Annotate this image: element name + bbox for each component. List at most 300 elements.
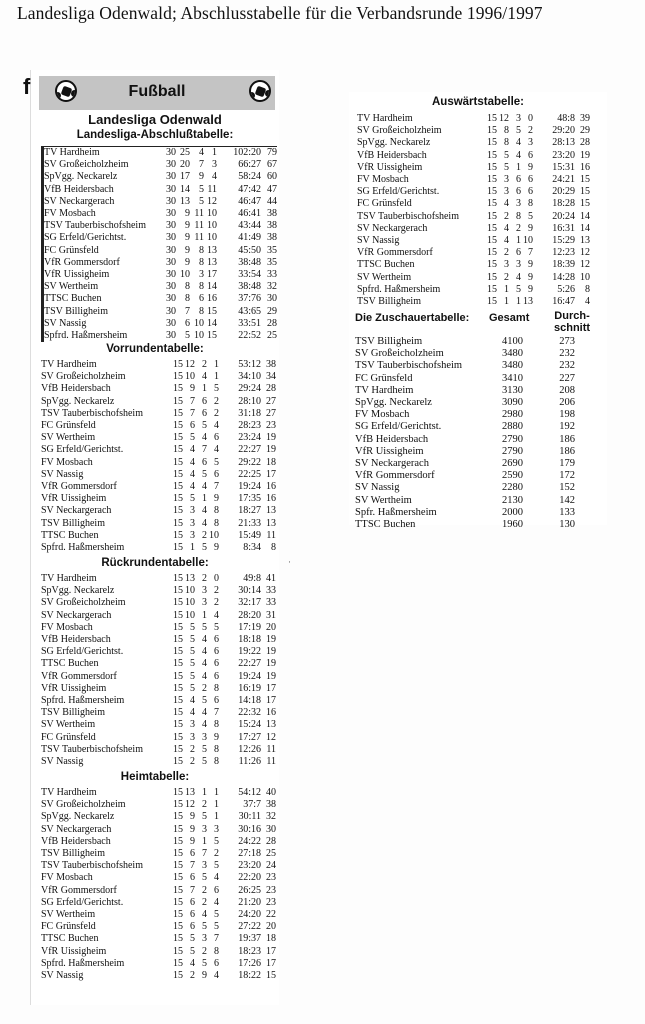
table-cell: 15 xyxy=(173,359,183,370)
team-name: SV Nassig xyxy=(41,468,84,480)
team-name: SV Großeicholzheim xyxy=(41,371,126,383)
table-cell: 24:20 xyxy=(238,909,261,921)
table-cell: 38 xyxy=(266,359,276,370)
team-name: VfB Heidersbach xyxy=(41,835,111,847)
table-row xyxy=(41,671,276,683)
table-row xyxy=(41,493,276,505)
table-cell: 9 xyxy=(528,271,533,283)
table-cell: 12 xyxy=(185,799,195,811)
gesamt-header: Gesamt xyxy=(489,312,530,324)
table-cell: 6 xyxy=(214,884,219,896)
table-row xyxy=(41,872,276,884)
table-cell: 30 xyxy=(160,147,176,160)
table-cell: 15:24 xyxy=(238,719,261,731)
team-name: TSV Tauberbischofsheim xyxy=(357,210,459,222)
table-cell: 3 xyxy=(516,113,521,124)
table-cell: 16:31 xyxy=(552,222,575,234)
team-name: TSV Tauberbischofsheim xyxy=(355,360,463,372)
table-cell: 6 xyxy=(528,186,533,198)
table-cell: 3 xyxy=(202,597,207,609)
table-cell: 18:39 xyxy=(552,259,575,271)
table-cell: 22 xyxy=(266,909,276,921)
table-cell: 9 xyxy=(202,970,207,982)
table-cell: 4 xyxy=(190,147,204,160)
table-cell: 15 xyxy=(487,259,497,271)
table-cell: 3 xyxy=(202,860,207,872)
table-cell: 31 xyxy=(266,609,276,621)
table-cell: 10 xyxy=(185,371,195,383)
table-cell: 15 xyxy=(487,125,497,137)
team-name: SV Wertheim xyxy=(41,719,96,731)
table-row xyxy=(41,371,276,383)
table-cell: 15 xyxy=(173,444,183,456)
table-cell: 15 xyxy=(173,517,183,529)
table-cell: 9 xyxy=(528,259,533,271)
table-cell: 46:47 xyxy=(238,195,261,207)
table-cell: 0 xyxy=(528,113,533,124)
table-cell: 15 xyxy=(173,957,183,969)
table-cell: 3 xyxy=(202,731,207,743)
table-cell: 15 xyxy=(487,198,497,210)
page-title: Landesliga Odenwald; Abschlusstabelle für die Verbandsrunde 1996/1997 xyxy=(17,3,543,23)
table-cell: 12:26 xyxy=(238,743,261,755)
table-cell: 9 xyxy=(190,383,195,395)
table-cell: 19:24 xyxy=(238,481,261,493)
team-name: SpVgg. Neckarelz xyxy=(41,811,115,823)
table-row xyxy=(41,469,276,481)
team-name: SV Großeicholzheim xyxy=(355,348,444,360)
table-cell: 4 xyxy=(516,149,521,161)
table-cell: 5 xyxy=(202,756,207,768)
team-name: Spfrd. Haßmersheim xyxy=(357,283,441,295)
table-cell: 44 xyxy=(267,195,277,207)
table-cell: 5 xyxy=(528,210,533,222)
table-cell: 17 xyxy=(266,468,276,480)
team-name: VfB Heidersbach xyxy=(357,149,427,161)
table-cell: 40 xyxy=(266,787,276,798)
table-cell: 2 xyxy=(202,359,207,370)
table-cell: 15 xyxy=(487,283,497,295)
table-cell: 46:41 xyxy=(238,208,261,220)
table-cell: 9 xyxy=(185,220,190,232)
table-row xyxy=(355,507,575,519)
team-name: SG Erfeld/Gerichtst. xyxy=(41,896,124,908)
table-row xyxy=(41,799,276,811)
table-cell: 8 xyxy=(504,137,509,149)
table-cell: 35 xyxy=(267,256,277,268)
table-row xyxy=(357,211,590,223)
table-cell: 41:49 xyxy=(238,232,261,244)
team-name: SV Großeicholzheim xyxy=(357,125,442,137)
table-cell: 10 xyxy=(207,220,217,232)
table-cell: 5 xyxy=(202,695,207,707)
table-cell: 142 xyxy=(559,494,575,506)
table-cell: 5 xyxy=(190,945,195,957)
table-cell: 6 xyxy=(214,695,219,707)
table-row xyxy=(355,495,575,507)
table-row xyxy=(43,257,278,269)
auswaerts-heading: Auswärtstabelle: xyxy=(431,96,525,108)
table-cell: 4 xyxy=(190,481,195,493)
table-cell: 28 xyxy=(580,137,590,149)
table-cell: 19 xyxy=(266,444,276,456)
table-row xyxy=(357,247,590,259)
team-name: VfR Uissigheim xyxy=(44,269,110,281)
team-name: TSV Tauberbischofsheim xyxy=(41,860,143,872)
table-cell: 4 xyxy=(516,137,521,149)
table-row xyxy=(357,137,590,149)
team-name: SG Erfeld/Gerichtst. xyxy=(357,186,440,198)
table-cell: 9 xyxy=(190,811,195,823)
table-cell: 14 xyxy=(207,281,217,293)
team-name: TSV Billigheim xyxy=(41,848,105,860)
table-cell: 48:8 xyxy=(557,113,575,124)
table-cell: 8 xyxy=(214,756,219,768)
table-row xyxy=(41,585,276,597)
table-cell: 206 xyxy=(559,397,575,409)
table-cell: 10 xyxy=(185,585,195,597)
table-cell: 5 xyxy=(202,957,207,969)
table-row xyxy=(43,245,278,257)
team-name: VfR Gommersdorf xyxy=(41,884,117,896)
table-row xyxy=(357,272,590,284)
table-cell: 4 xyxy=(190,456,195,468)
table-cell: 27:18 xyxy=(238,848,261,860)
table-cell: 9 xyxy=(199,171,204,183)
table-cell: 19 xyxy=(266,432,276,444)
table-cell: 18 xyxy=(266,456,276,468)
table-cell: 1 xyxy=(202,383,207,395)
table-cell: 23 xyxy=(266,420,276,432)
table-cell: 19 xyxy=(266,634,276,646)
team-name: TTSC Buchen xyxy=(44,293,102,305)
table-cell: 30 xyxy=(166,195,176,207)
table-cell: 1 xyxy=(516,235,521,247)
table-cell: 1 xyxy=(504,296,509,308)
team-name: FV Mosbach xyxy=(41,456,93,468)
table-row xyxy=(357,150,590,162)
table-row xyxy=(41,383,276,395)
team-name: SV Nassig xyxy=(357,235,400,247)
table-cell: 3410 xyxy=(502,372,523,384)
durchschnitt-header-line1: Durch- xyxy=(554,310,590,322)
table-cell: 20:24 xyxy=(552,210,575,222)
table-cell: 33 xyxy=(266,597,276,609)
table-cell: 2000 xyxy=(502,506,523,518)
table-cell: 23:20 xyxy=(552,149,575,161)
table-cell: 15 xyxy=(173,468,183,480)
table-cell: 5 xyxy=(190,634,195,646)
table-cell: 15 xyxy=(173,456,183,468)
table-cell: 4 xyxy=(516,271,521,283)
table-cell: 30 xyxy=(166,281,176,293)
table-cell: 49:8 xyxy=(243,573,261,584)
table-cell: 5 xyxy=(504,161,509,173)
table-cell: 6 xyxy=(202,407,207,419)
table-row xyxy=(41,885,276,897)
table-cell: 15 xyxy=(173,529,183,541)
team-name: SV Neckargerach xyxy=(355,458,429,470)
team-name: Spfr. Haßmersheim xyxy=(355,506,437,518)
table-cell: 9 xyxy=(214,731,219,743)
table-cell: 15 xyxy=(173,933,183,945)
table-row xyxy=(41,811,276,823)
table-row xyxy=(357,284,590,296)
table-cell: 5 xyxy=(214,835,219,847)
table-cell: 4 xyxy=(202,432,207,444)
team-name: SpVgg. Neckarelz xyxy=(355,397,432,409)
table-cell: 186 xyxy=(559,433,575,445)
table-cell: 6 xyxy=(202,395,207,407)
table-cell: 3 xyxy=(528,137,533,149)
team-name: TTSC Buchen xyxy=(355,519,416,531)
table-cell: 1 xyxy=(214,787,219,798)
team-name: TSV Tauberbischofsheim xyxy=(41,407,143,419)
football-icon-right xyxy=(249,80,271,102)
table-cell: 273 xyxy=(559,336,575,347)
banner-title: Fußball xyxy=(128,83,186,100)
table-cell: 6 xyxy=(202,456,207,468)
table-cell: 5 xyxy=(214,621,219,633)
table-cell: 30 xyxy=(166,317,176,329)
table-cell: 152 xyxy=(559,482,575,494)
table-cell: 16 xyxy=(266,493,276,505)
table-cell: 6 xyxy=(516,174,521,186)
table-cell: 2 xyxy=(202,682,207,694)
table-cell: 227 xyxy=(559,372,575,384)
table-cell: 2280 xyxy=(502,482,523,494)
right-newspaper-clipping xyxy=(349,92,607,531)
table-cell: 5 xyxy=(202,811,207,823)
table-cell: 192 xyxy=(559,421,575,433)
team-name: TV Hardheim xyxy=(41,573,97,584)
table-cell: 17:35 xyxy=(238,493,261,505)
table-cell: 8 xyxy=(214,719,219,731)
table-cell: 17:19 xyxy=(238,621,261,633)
table-cell: 79 xyxy=(261,147,277,160)
table-cell: 22:25 xyxy=(238,468,261,480)
table-cell: 18 xyxy=(266,933,276,945)
table-cell: 24:22 xyxy=(238,835,261,847)
table-cell: 7 xyxy=(190,884,195,896)
table-cell: 30 xyxy=(166,171,176,183)
team-name: Spfrd. Haßmersheim xyxy=(41,957,125,969)
table-cell: 15 xyxy=(487,161,497,173)
table-row xyxy=(355,348,575,360)
table-cell: 34:10 xyxy=(238,371,261,383)
table-row xyxy=(355,385,575,397)
table-cell: 4 xyxy=(202,646,207,658)
table-cell: 16:47 xyxy=(552,296,575,308)
table-cell: 186 xyxy=(559,445,575,457)
table-cell: 18:28 xyxy=(552,198,575,210)
table-cell: 4 xyxy=(212,171,217,183)
table-cell: 3 xyxy=(190,529,195,541)
table-cell: 33 xyxy=(266,585,276,597)
table-cell: 3 xyxy=(504,259,509,271)
table-row xyxy=(41,860,276,872)
table-row xyxy=(41,719,276,731)
table-cell: 27:22 xyxy=(238,921,261,933)
table-cell: 15 xyxy=(173,371,183,383)
table-row xyxy=(357,235,590,247)
table-cell: 6 xyxy=(516,247,521,259)
table-cell: 29:22 xyxy=(238,456,261,468)
table-row xyxy=(41,396,276,408)
table-cell: 4 xyxy=(202,707,207,719)
table-cell: 12 xyxy=(266,731,276,743)
table-cell: 5 xyxy=(190,658,195,670)
table-cell: 10 xyxy=(185,597,195,609)
table-cell: 2 xyxy=(528,125,533,137)
table-row xyxy=(41,542,276,554)
table-cell: 4 xyxy=(202,634,207,646)
table-cell: 11 xyxy=(194,232,204,244)
table-row xyxy=(41,408,276,420)
table-cell: 15 xyxy=(173,823,183,835)
table-cell: 25 xyxy=(176,147,190,160)
team-name: SV Wertheim xyxy=(355,494,412,506)
table-cell: 9 xyxy=(185,256,190,268)
table-cell: 13 xyxy=(266,505,276,517)
team-name: SG Erfeld/Gerichtst. xyxy=(355,421,442,433)
table-cell: 8 xyxy=(199,305,204,317)
table-row xyxy=(355,421,575,433)
table-cell: 5 xyxy=(214,909,219,921)
team-name: TTSC Buchen xyxy=(357,259,415,271)
table-cell: 30 xyxy=(166,183,176,195)
team-name: Spfrd. Haßmersheim xyxy=(41,695,125,707)
table-cell: 22:32 xyxy=(238,707,261,719)
table-cell: 34 xyxy=(266,371,276,383)
table-cell: 11 xyxy=(266,529,276,541)
table-cell: 2 xyxy=(504,210,509,222)
table-row xyxy=(355,446,575,458)
table-cell: 9 xyxy=(528,283,533,295)
table-cell: 25 xyxy=(267,330,277,342)
team-name: Spfrd. Haßmersheim xyxy=(44,330,128,342)
table-cell: 15 xyxy=(173,658,183,670)
table-cell: 15 xyxy=(487,174,497,186)
table-cell: 13 xyxy=(207,244,217,256)
table-cell: 8 xyxy=(199,281,204,293)
table-cell: 1 xyxy=(516,296,521,308)
table-cell: 15 xyxy=(487,235,497,247)
table-row xyxy=(355,373,575,385)
table-cell: 15 xyxy=(173,621,183,633)
table-cell: 29 xyxy=(580,125,590,137)
zuschauer-table xyxy=(355,336,575,531)
table-cell: 6 xyxy=(516,186,521,198)
table-cell: 2 xyxy=(202,529,207,541)
table-row xyxy=(355,519,575,531)
table-cell: 5 xyxy=(190,621,195,633)
table-cell: 232 xyxy=(559,348,575,360)
table-cell: 15 xyxy=(487,137,497,149)
table-cell: 15 xyxy=(173,695,183,707)
table-row xyxy=(41,695,276,707)
table-cell: 5 xyxy=(202,468,207,480)
table-cell: 2 xyxy=(214,585,219,597)
table-cell: 7 xyxy=(185,305,190,317)
team-name: FV Mosbach xyxy=(41,621,93,633)
team-name: SV Neckargerach xyxy=(41,609,112,621)
table-row xyxy=(43,220,278,232)
table-row xyxy=(43,293,278,305)
table-row xyxy=(43,318,278,330)
table-cell: 2130 xyxy=(502,494,523,506)
table-cell: 67 xyxy=(267,159,277,171)
table-cell: 5 xyxy=(202,872,207,884)
table-cell: 15:49 xyxy=(238,529,261,541)
table-cell: 4 xyxy=(190,468,195,480)
table-cell: 15 xyxy=(487,296,497,308)
table-cell: 2980 xyxy=(502,409,523,421)
auswaerts-table xyxy=(357,113,590,308)
team-name: SG Erfeld/Gerichtst. xyxy=(41,444,124,456)
table-cell: 15 xyxy=(173,481,183,493)
table-cell: 2 xyxy=(516,222,521,234)
table-cell: 30 xyxy=(166,220,176,232)
table-cell: 18:23 xyxy=(238,945,261,957)
team-name: SG Erfeld/Gerichtst. xyxy=(44,232,127,244)
table-cell: 3 xyxy=(190,719,195,731)
team-name: VfB Heidersbach xyxy=(355,433,429,445)
team-name: SV Wertheim xyxy=(357,271,412,283)
table-cell: 14 xyxy=(207,317,217,329)
table-row xyxy=(41,505,276,517)
table-cell: 2 xyxy=(504,247,509,259)
table-cell: 4 xyxy=(214,609,219,621)
table-cell: 19 xyxy=(580,149,590,161)
table-cell: 8 xyxy=(214,945,219,957)
table-cell: 38 xyxy=(266,799,276,811)
table-cell: 15 xyxy=(266,970,276,982)
table-cell: 19:37 xyxy=(238,933,261,945)
table-cell: 15 xyxy=(173,707,183,719)
table-cell: 3 xyxy=(190,517,195,529)
rueckrunde-heading: Rückrundentabelle: xyxy=(101,557,209,569)
left-newspaper-clipping xyxy=(23,70,279,1005)
table-row xyxy=(41,921,276,933)
table-cell: 8 xyxy=(199,244,204,256)
table-row xyxy=(355,336,575,348)
table-cell: 8:34 xyxy=(243,542,261,554)
table-cell: 33:51 xyxy=(238,317,261,329)
table-cell: 0 xyxy=(214,573,219,584)
table-cell: 15 xyxy=(173,787,183,798)
table-cell: 17 xyxy=(266,695,276,707)
table-cell: 18:22 xyxy=(238,970,261,982)
table-cell: 10 xyxy=(207,208,217,220)
table-cell: 30 xyxy=(267,293,277,305)
table-cell: 30 xyxy=(166,256,176,268)
table-cell: 38:48 xyxy=(238,256,261,268)
table-cell: 17 xyxy=(266,957,276,969)
table-row xyxy=(41,836,276,848)
table-cell: 1 xyxy=(504,283,509,295)
table-cell: 2 xyxy=(214,597,219,609)
table-row xyxy=(355,434,575,446)
table-row xyxy=(41,756,276,768)
table-cell: 13 xyxy=(266,517,276,529)
table-cell: 11 xyxy=(194,208,204,220)
rueckrunde-table xyxy=(41,573,276,768)
table-cell: 5 xyxy=(516,283,521,295)
table-cell: 6 xyxy=(528,174,533,186)
team-name: VfR Uissigheim xyxy=(41,945,107,957)
table-cell: 9 xyxy=(185,244,190,256)
